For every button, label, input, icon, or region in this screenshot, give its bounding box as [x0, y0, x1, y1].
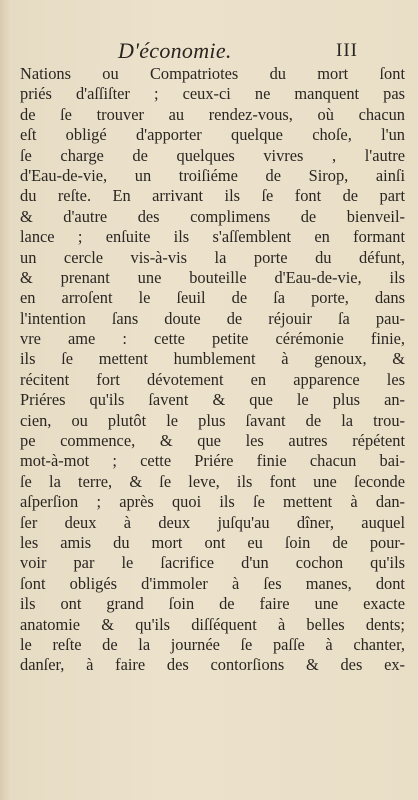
- text-line: les amis du mort ont eu ſoin de pour-: [20, 532, 405, 552]
- text-line: en arroſent le ſeuil de ſa porte, dans: [20, 288, 405, 308]
- text-line: un cercle vis-à-vis la porte du défunt,: [20, 247, 405, 267]
- running-head: [0, 34, 418, 64]
- text-line: anatomie & qu'ils diſſéquent à belles dents;: [20, 614, 405, 634]
- text-line: récitent fort dévotement en apparence les: [20, 369, 405, 389]
- body-text: [20, 64, 405, 676]
- text-line: cien, ou plutôt le plus ſavant de la trou-: [20, 410, 405, 430]
- text-line: mot-à-mot ; cette Priére finie chacun bai-: [20, 451, 405, 471]
- text-line: ſont obligés d'immoler à ſes manes, dont: [20, 573, 405, 593]
- text-line: Priéres qu'ils ſavent & que le plus an-: [20, 390, 405, 410]
- text-line: ſe charge de quelques vivres , l'autre: [20, 145, 405, 165]
- text-line: & d'autre des complimens de bienveil-: [20, 206, 405, 226]
- text-line: ſer deux à deux juſqu'au dîner, auquel: [20, 512, 405, 532]
- text-line: Nations ou Compatriotes du mort ſont: [20, 64, 405, 83]
- text-line: du reſte. En arrivant ils ſe font de part: [20, 186, 405, 206]
- text-line: ils ſe mettent humblement à genoux, &: [20, 349, 405, 369]
- text-line: priés d'aſſiſter ; ceux-ci ne manquent pas: [20, 84, 405, 104]
- text-line: eſt obligé d'apporter quelque choſe, l'un: [20, 125, 405, 145]
- text-line: pe commence, & que les autres répétent: [20, 431, 405, 451]
- text-line: lance ; enſuite ils s'aſſemblent en formant: [20, 227, 405, 247]
- text-line: de ſe trouver au rendez-vous, où chacun: [20, 104, 405, 124]
- text-line: vre ame : cette petite cérémonie finie,: [20, 329, 405, 349]
- text-line: d'Eau-de-vie, un troiſiéme de Sirop, ainſi: [20, 165, 405, 185]
- text-line: ils ont grand ſoin de faire une exacte: [20, 594, 405, 614]
- text-line: danſer, à faire des contorſions & des ex-: [20, 655, 405, 675]
- text-line: & prenant une bouteille d'Eau-de-vie, ils: [20, 267, 405, 287]
- text-line: ſe la terre, & ſe leve, ils font une ſeconde: [20, 471, 405, 491]
- text-line: voir par le ſacrifice d'un cochon qu'ils: [20, 553, 405, 573]
- text-line: l'intention ſans doute de réjouir ſa pau-: [20, 308, 405, 328]
- page-number: III: [336, 40, 358, 61]
- running-head-title: D'économie.: [118, 38, 232, 63]
- text-line: le reſte de la journée ſe paſſe à chanter,: [20, 634, 405, 654]
- text-line: aſperſion ; après quoi ils ſe mettent à dan-: [20, 492, 405, 512]
